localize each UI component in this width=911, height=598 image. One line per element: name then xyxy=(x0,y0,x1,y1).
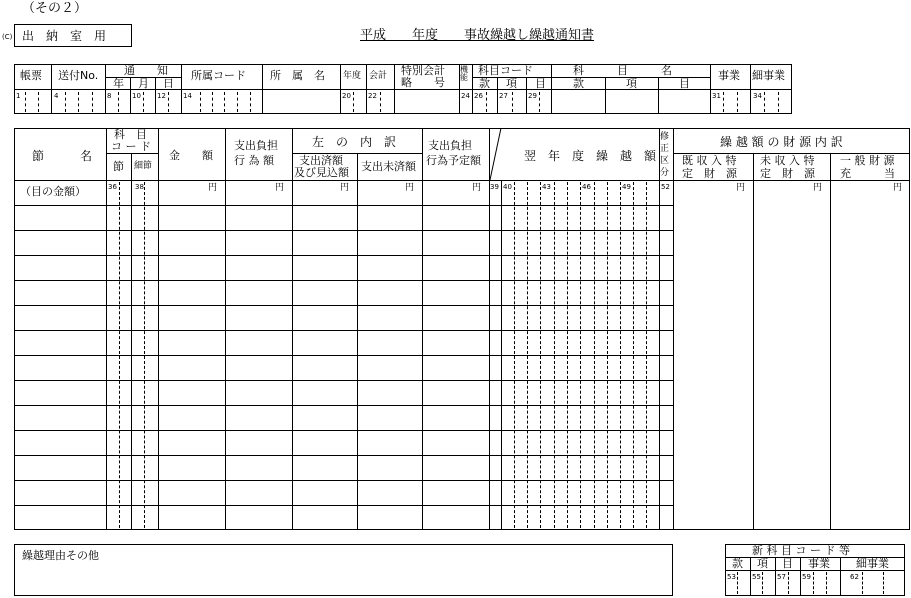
h-ryaku: 略 号 xyxy=(401,76,445,89)
yen-unit: 円 xyxy=(208,183,218,193)
code-num: 62 xyxy=(850,573,859,581)
code-num: 46 xyxy=(582,183,591,191)
h-moku2: 目 xyxy=(679,77,690,90)
code-num: 4 xyxy=(54,92,59,100)
code-num: 29 xyxy=(528,92,537,100)
h-shozoku-mei: 所 属 名 xyxy=(270,69,325,82)
h-moku: 目 xyxy=(535,77,546,90)
code-num: 43 xyxy=(542,183,551,191)
code-num: 40 xyxy=(503,183,512,191)
h-zaigen: 繰 越 額 の 財 源 内 訳 xyxy=(720,135,843,149)
h-sumi2: 及び見込額 xyxy=(294,166,349,179)
h-yokunendo: 翌 年 度 繰 越 額 xyxy=(524,149,657,163)
bh-saijigyo: 細事業 xyxy=(856,557,889,570)
h-tsuchi: 通 知 xyxy=(124,64,168,77)
code-num: 52 xyxy=(661,183,670,191)
code-num: 53 xyxy=(727,573,736,581)
h-ki1: 既 収 入 特 xyxy=(682,154,737,167)
h-tsuki: 月 xyxy=(138,77,149,90)
code-num: 14 xyxy=(183,92,192,100)
table-row-line xyxy=(14,405,673,406)
h-kamoku-code: 科目コード xyxy=(478,64,533,77)
h-kou2: 項 xyxy=(626,77,637,90)
h-setsu: 節 名 xyxy=(32,149,93,163)
h-kan2: 款 xyxy=(573,77,584,90)
h-ippan1: 一 般 財 源 xyxy=(840,154,895,167)
code-num: 26 xyxy=(474,92,483,100)
h-yotei2: 行為予定額 xyxy=(426,154,481,167)
h-soufu: 送付No. xyxy=(58,69,99,82)
table-row-line xyxy=(14,330,673,331)
code-num: 8 xyxy=(107,92,112,100)
h-yotei1: 支出負担 xyxy=(428,139,472,152)
code-num: 10 xyxy=(132,92,141,100)
form-marker: (C) xyxy=(2,33,13,41)
h-mi2: 定 財 源 xyxy=(760,167,815,180)
h-kaikei: 会計 xyxy=(369,71,388,81)
table-row-line xyxy=(14,380,673,381)
bh-jigyo: 事業 xyxy=(808,557,830,570)
h-saijigyo: 細事業 xyxy=(752,69,785,82)
bh-moku: 目 xyxy=(782,557,793,570)
table-row-line xyxy=(14,255,673,256)
code-num: 36 xyxy=(108,183,117,191)
table-row-line xyxy=(14,230,673,231)
bh-kou: 項 xyxy=(757,557,768,570)
h-misumi: 支出未済額 xyxy=(361,160,416,173)
code-num: 31 xyxy=(712,92,721,100)
h-tokubetsu: 特別会計 xyxy=(401,64,445,77)
h-sumi1: 支出済額 xyxy=(299,154,343,167)
code-num: 22 xyxy=(368,92,377,100)
new-code-title: 新 科 目 コ ー ド 等 xyxy=(752,544,850,557)
h-hi: 日 xyxy=(163,77,174,90)
code-num: 12 xyxy=(157,92,166,100)
h-kan: 款 xyxy=(479,77,490,90)
office-use-label: 出 納 室 用 xyxy=(22,29,107,43)
h-nen: 年 xyxy=(113,77,124,90)
table-row-line xyxy=(14,305,673,306)
h-ki2: 定 財 源 xyxy=(682,167,737,180)
h-code: コ ー ド xyxy=(111,140,151,153)
table-row-line xyxy=(14,455,673,456)
code-num: 38 xyxy=(135,183,144,191)
h-choh: 帳票 xyxy=(20,69,42,82)
bh-kan: 款 xyxy=(732,557,743,570)
h-mi1: 未 収 入 特 xyxy=(760,154,815,167)
code-num: 24 xyxy=(461,92,470,100)
code-num: 20 xyxy=(342,92,351,100)
table-row-line xyxy=(14,280,673,281)
h-setsu2: 節 xyxy=(113,160,124,173)
code-num: 34 xyxy=(753,92,762,100)
h-shishutsu1: 支出負担 xyxy=(234,139,278,152)
h-ippan2: 充 当 xyxy=(840,167,895,180)
yen-unit: 円 xyxy=(275,183,285,193)
h-kamoku-mei: 科 目 名 xyxy=(573,64,672,77)
h-hidari: 左 の 内 訳 xyxy=(312,135,397,149)
yen-unit: 円 xyxy=(736,183,746,193)
reason-box xyxy=(14,544,673,596)
reason-label: 繰越理由その他 xyxy=(22,549,99,562)
h-shishutsu2: 行 為 額 xyxy=(234,154,274,167)
h-jigyo: 事業 xyxy=(718,69,740,82)
h-kubetsu: 機能 xyxy=(460,65,468,82)
code-num: 57 xyxy=(777,573,786,581)
yen-unit: 円 xyxy=(893,183,903,193)
h-shusei: 修正区分 xyxy=(660,132,670,178)
code-num: 27 xyxy=(499,92,508,100)
page-number: （その２） xyxy=(22,1,88,16)
row-label: （目の金額） xyxy=(20,185,86,198)
h-saimoku: 細節 xyxy=(134,161,153,171)
code-num: 1 xyxy=(16,92,21,100)
h-kou: 項 xyxy=(506,77,517,90)
table-row-line xyxy=(14,430,673,431)
h-nendo: 年度 xyxy=(343,71,362,81)
table-row-line xyxy=(14,205,673,206)
yen-unit: 円 xyxy=(340,183,350,193)
diagonal-divider xyxy=(489,128,502,180)
code-num: 39 xyxy=(490,183,499,191)
code-num: 49 xyxy=(622,183,631,191)
code-num: 59 xyxy=(802,573,811,581)
h-kamoku: 科 目 xyxy=(114,128,147,141)
table-row-line xyxy=(14,480,673,481)
h-kingaku: 金 額 xyxy=(169,149,213,162)
yen-unit: 円 xyxy=(405,183,415,193)
yen-unit: 円 xyxy=(813,183,823,193)
h-shozoku-code: 所属コード xyxy=(191,69,246,82)
table-row-line xyxy=(14,505,673,506)
code-num: 55 xyxy=(752,573,761,581)
yen-unit: 円 xyxy=(472,183,482,193)
form-title: 平成 年度 事故繰越し繰越通知書 xyxy=(360,28,595,43)
table-row-line xyxy=(14,355,673,356)
